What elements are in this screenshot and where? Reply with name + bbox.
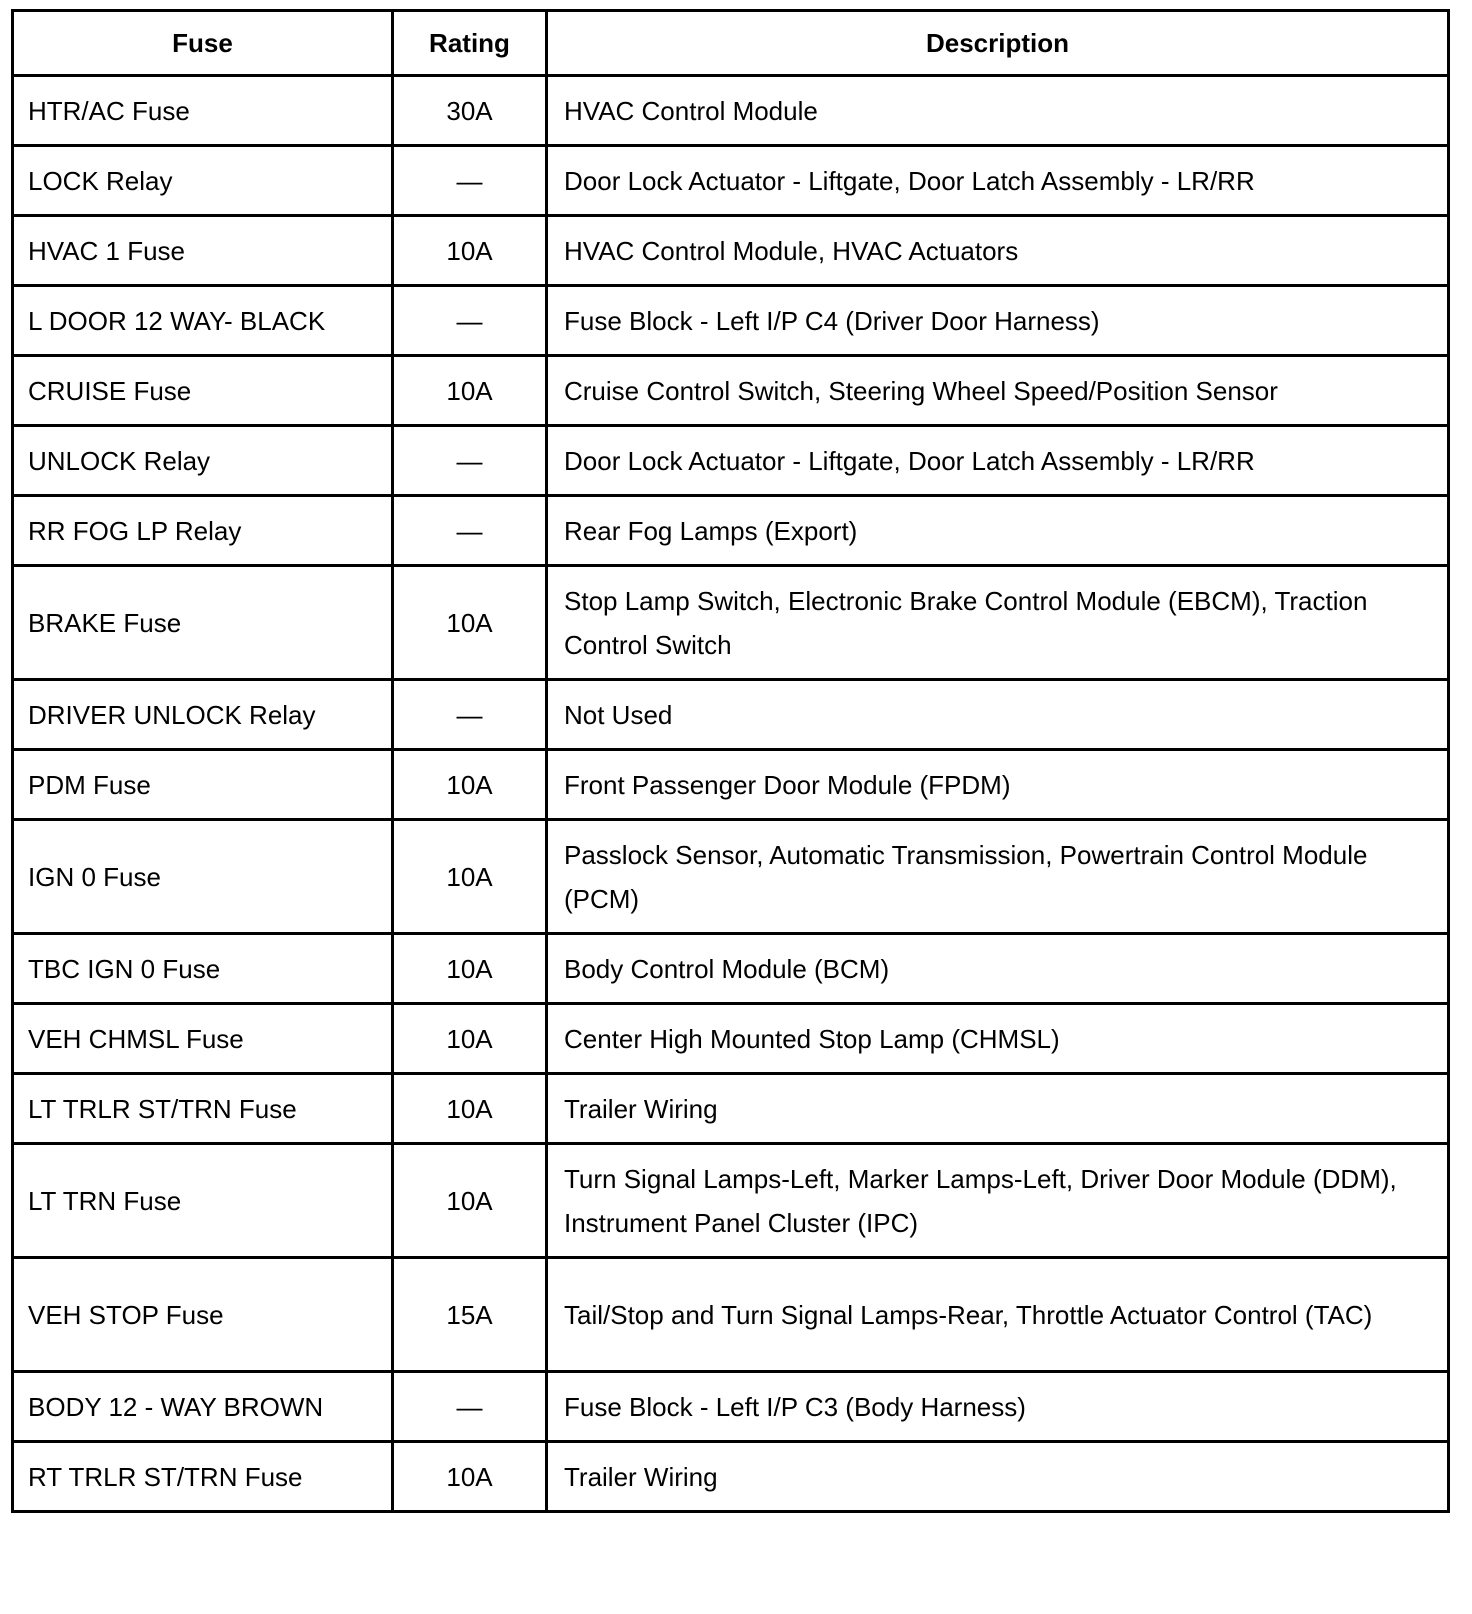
description-cell: Front Passenger Door Module (FPDM) — [547, 750, 1449, 820]
rating-cell: 10A — [393, 216, 547, 286]
header-fuse: Fuse — [13, 11, 393, 76]
fuse-name-cell: VEH CHMSL Fuse — [13, 1004, 393, 1074]
rating-cell: 10A — [393, 566, 547, 680]
rating-cell: 10A — [393, 1442, 547, 1512]
rating-cell: 10A — [393, 820, 547, 934]
table-row — [13, 1074, 1449, 1144]
table-header — [13, 11, 1449, 76]
description-cell: Trailer Wiring — [547, 1442, 1449, 1512]
rating-cell: 10A — [393, 1074, 547, 1144]
description-cell: Not Used — [547, 680, 1449, 750]
rating-cell: — — [393, 426, 547, 496]
description-cell: Stop Lamp Switch, Electronic Brake Control Module (EBCM), Traction Control Switch — [547, 566, 1449, 680]
header-rating: Rating — [393, 11, 547, 76]
description-cell: HVAC Control Module, HVAC Actuators — [547, 216, 1449, 286]
table-row — [13, 1372, 1449, 1442]
table-row — [13, 820, 1449, 934]
table-row — [13, 934, 1449, 1004]
description-cell: Center High Mounted Stop Lamp (CHMSL) — [547, 1004, 1449, 1074]
header-row — [13, 11, 1449, 76]
fuse-table — [11, 9, 1450, 1513]
table-row — [13, 356, 1449, 426]
table-row — [13, 286, 1449, 356]
fuse-name-cell: TBC IGN 0 Fuse — [13, 934, 393, 1004]
table-row — [13, 566, 1449, 680]
rating-cell: 15A — [393, 1258, 547, 1372]
table-row — [13, 1258, 1449, 1372]
table-row — [13, 1144, 1449, 1258]
fuse-name-cell: VEH STOP Fuse — [13, 1258, 393, 1372]
rating-cell: 10A — [393, 934, 547, 1004]
fuse-name-cell: BRAKE Fuse — [13, 566, 393, 680]
fuse-name-cell: L DOOR 12 WAY- BLACK — [13, 286, 393, 356]
fuse-name-cell: LT TRN Fuse — [13, 1144, 393, 1258]
fuse-name-cell: UNLOCK Relay — [13, 426, 393, 496]
rating-cell: — — [393, 1372, 547, 1442]
rating-cell: 10A — [393, 1004, 547, 1074]
fuse-name-cell: DRIVER UNLOCK Relay — [13, 680, 393, 750]
table-body — [13, 76, 1449, 1512]
description-cell: Turn Signal Lamps-Left, Marker Lamps-Left, Driver Door Module (DDM), Instrument Panel Cluster (IPC) — [547, 1144, 1449, 1258]
description-cell: Door Lock Actuator - Liftgate, Door Latch Assembly - LR/RR — [547, 426, 1449, 496]
table-row — [13, 146, 1449, 216]
rating-cell: 30A — [393, 76, 547, 146]
description-cell: HVAC Control Module — [547, 76, 1449, 146]
description-cell: Fuse Block - Left I/P C4 (Driver Door Harness) — [547, 286, 1449, 356]
table-row — [13, 426, 1449, 496]
description-cell: Passlock Sensor, Automatic Transmission, Powertrain Control Module (PCM) — [547, 820, 1449, 934]
rating-cell: 10A — [393, 356, 547, 426]
rating-cell: — — [393, 286, 547, 356]
fuse-name-cell: LT TRLR ST/TRN Fuse — [13, 1074, 393, 1144]
header-description: Description — [547, 11, 1449, 76]
description-cell: Door Lock Actuator - Liftgate, Door Latch Assembly - LR/RR — [547, 146, 1449, 216]
rating-cell: — — [393, 496, 547, 566]
rating-cell: 10A — [393, 1144, 547, 1258]
table-row — [13, 680, 1449, 750]
fuse-name-cell: LOCK Relay — [13, 146, 393, 216]
table-row — [13, 496, 1449, 566]
table-row — [13, 1442, 1449, 1512]
table-row — [13, 750, 1449, 820]
description-cell: Trailer Wiring — [547, 1074, 1449, 1144]
fuse-name-cell: IGN 0 Fuse — [13, 820, 393, 934]
table-row — [13, 1004, 1449, 1074]
description-cell: Cruise Control Switch, Steering Wheel Speed/Position Sensor — [547, 356, 1449, 426]
fuse-name-cell: CRUISE Fuse — [13, 356, 393, 426]
fuse-name-cell: HTR/AC Fuse — [13, 76, 393, 146]
description-cell: Rear Fog Lamps (Export) — [547, 496, 1449, 566]
description-cell: Tail/Stop and Turn Signal Lamps-Rear, Throttle Actuator Control (TAC) — [547, 1258, 1449, 1372]
fuse-name-cell: RR FOG LP Relay — [13, 496, 393, 566]
rating-cell: — — [393, 146, 547, 216]
table-row — [13, 76, 1449, 146]
description-cell: Body Control Module (BCM) — [547, 934, 1449, 1004]
fuse-name-cell: RT TRLR ST/TRN Fuse — [13, 1442, 393, 1512]
fuse-name-cell: PDM Fuse — [13, 750, 393, 820]
rating-cell: — — [393, 680, 547, 750]
description-cell: Fuse Block - Left I/P C3 (Body Harness) — [547, 1372, 1449, 1442]
fuse-name-cell: BODY 12 - WAY BROWN — [13, 1372, 393, 1442]
fuse-name-cell: HVAC 1 Fuse — [13, 216, 393, 286]
rating-cell: 10A — [393, 750, 547, 820]
table-row — [13, 216, 1449, 286]
